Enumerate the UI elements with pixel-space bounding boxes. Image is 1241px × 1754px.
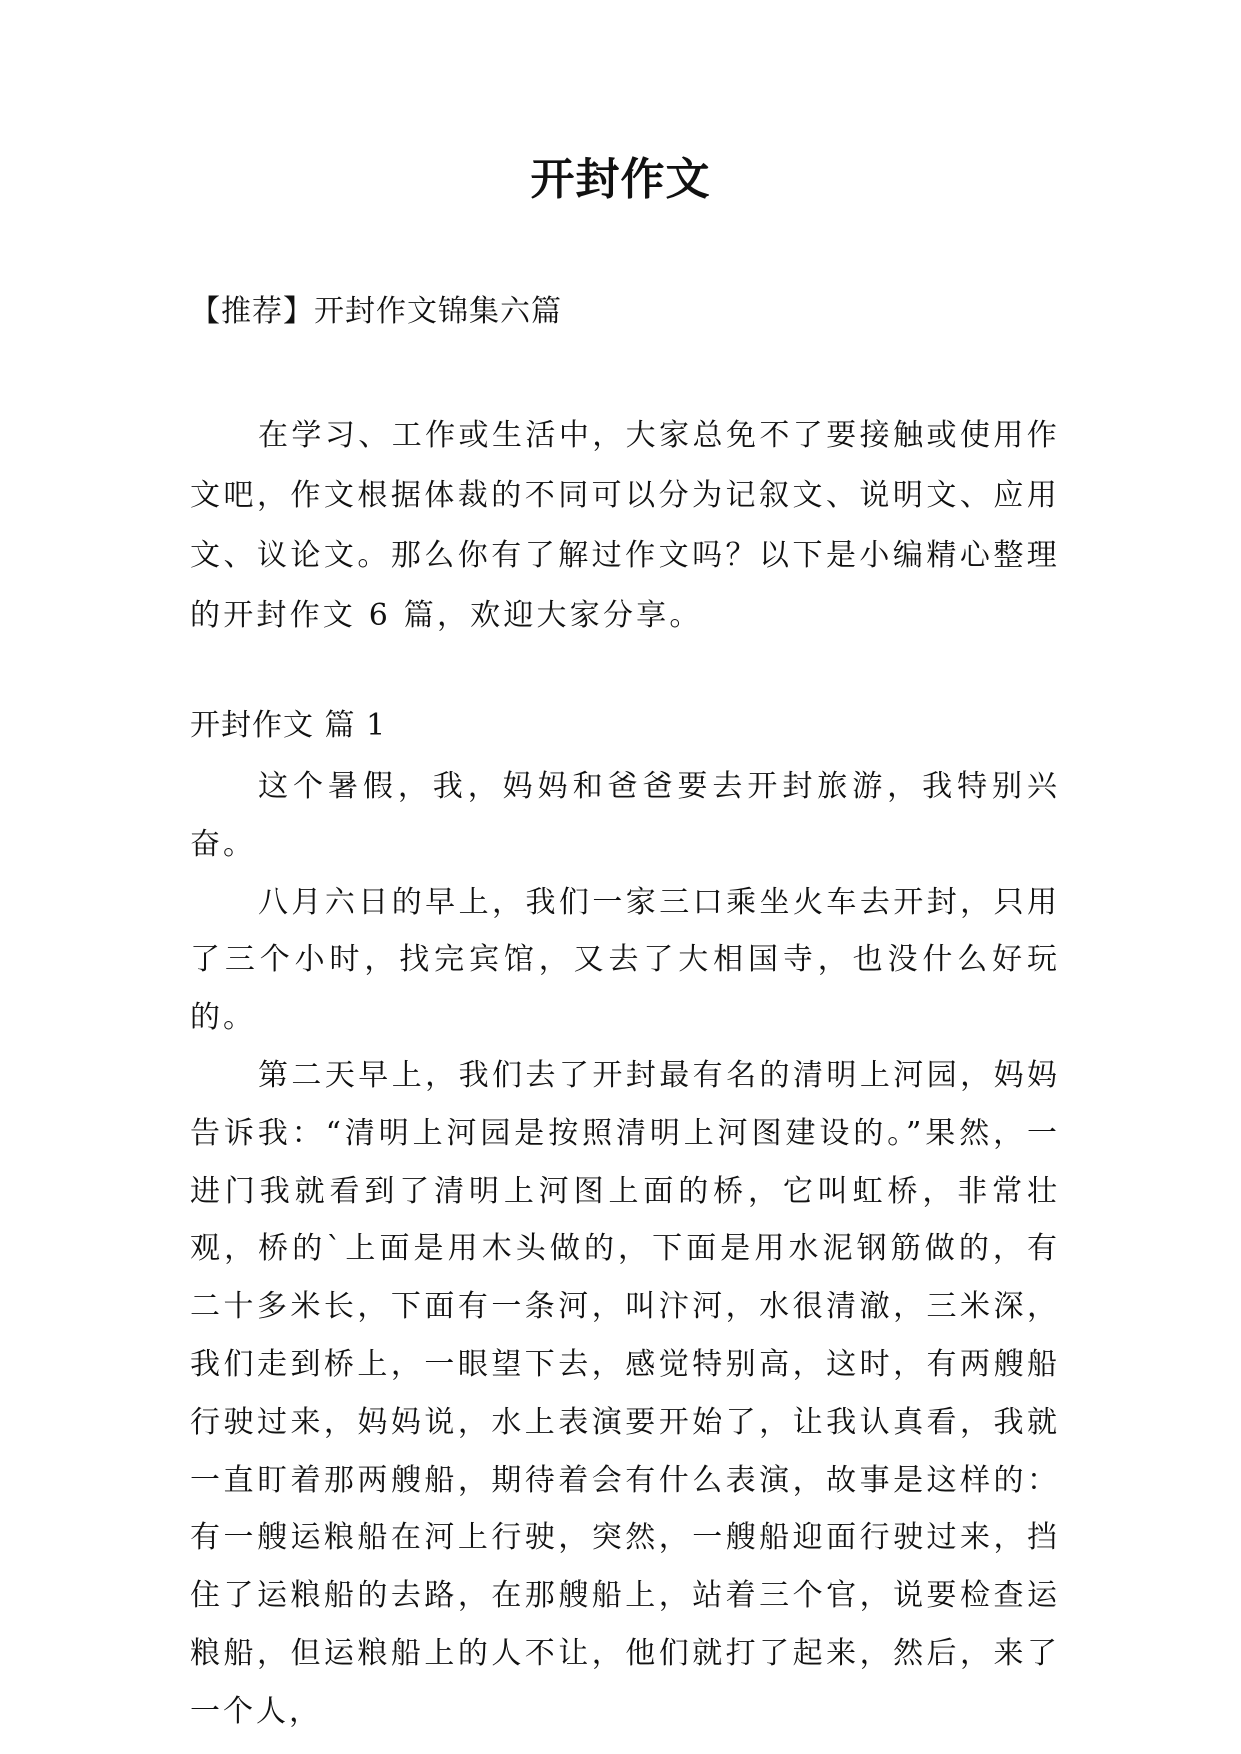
document-subtitle: 【推荐】开封作文锦集六篇	[190, 294, 562, 329]
intro-paragraph: 在学习、工作或生活中，大家总免不了要接触或使用作文吧，作文根据体裁的不同可以分为记叙文、说明文、应用文、议论文。那么你有了解过作文吗？以下是小编精心整理的开封作文 6 篇，欢迎大家分享。	[190, 418, 1060, 633]
body-paragraph-2: 八月六日的早上，我们一家三口乘坐火车去开封，只用了三个小时，找完宾馆，又去了大相国寺，也没什么好玩的。	[190, 884, 1060, 1036]
article-body	[190, 758, 1060, 1741]
document-title: 开封作文	[530, 154, 711, 205]
body-paragraph-3: 第二天早上，我们去了开封最有名的清明上河园，妈妈告诉我：“清明上河园是按照清明上河图建设的。”果然，一进门我就看到了清明上河图上面的桥，它叫虹桥，非常壮观，桥的`上面是用木头做的，下面是用水泥钢筋做的，有二十多米长，下面有一条河，叫汴河，水很清澈，三米深，我们走到桥上，一眼望下去，感觉特别高，这时，有两艘船行驶过来，妈妈说，水上表演要开始了，让我认真看，我就一直盯着那两艘船，期待着会有什么表演，故事是这样的：有一艘运粮船在河上行驶，突然，一艘船迎面行驶过来，挡住了运粮船的去路，在那艘船上，站着三个官，说要检查运粮船，但运粮船上的人不让，他们就打了起来，然后，来了一个人，	[190, 1057, 1060, 1729]
section-heading: 开封作文 篇 1	[190, 708, 387, 743]
body-paragraph-1: 这个暑假，我，妈妈和爸爸要去开封旅游，我特别兴奋。	[190, 769, 1060, 862]
